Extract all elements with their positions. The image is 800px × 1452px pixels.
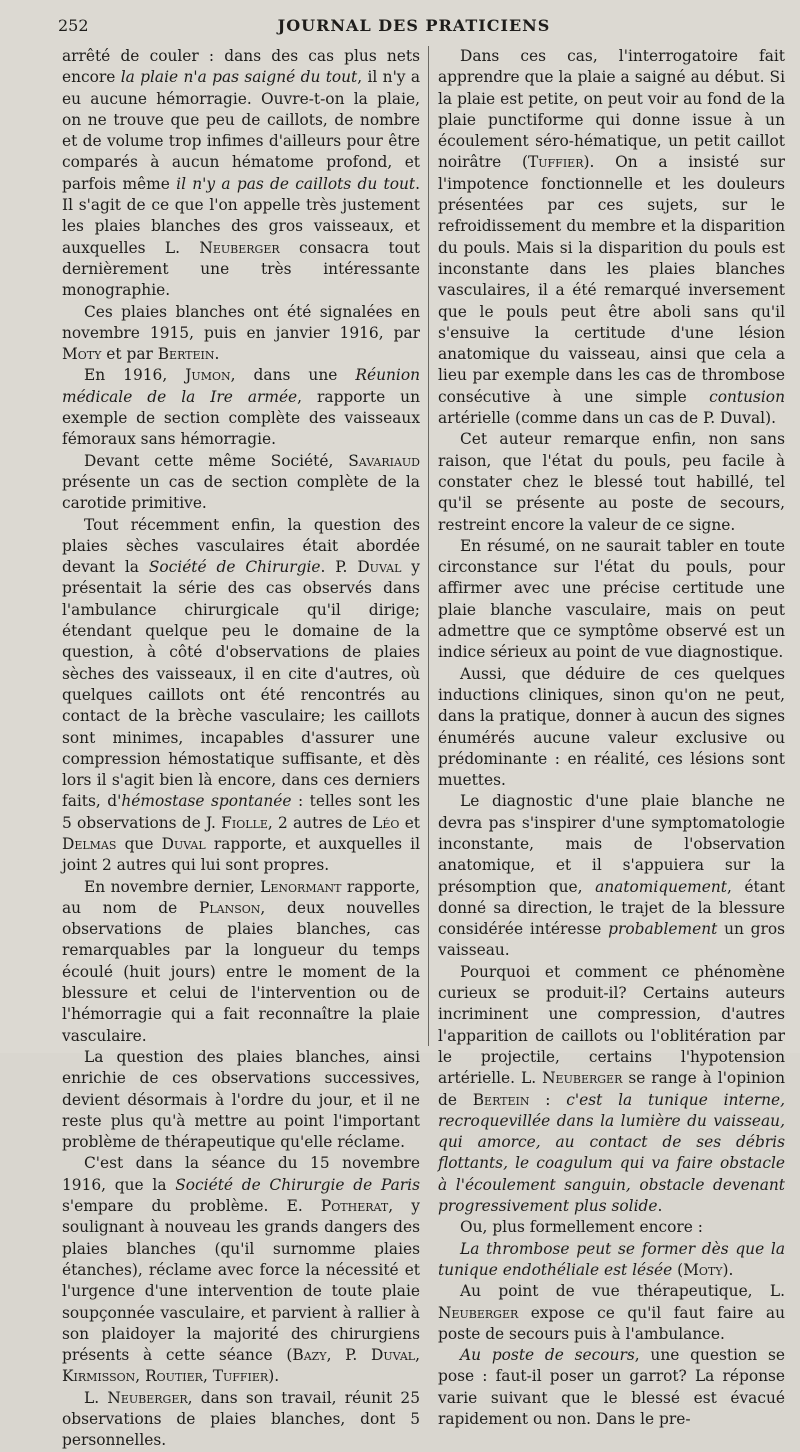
author-name: Neuberger <box>199 238 280 257</box>
text-run: Au point de vue thérapeutique, L. <box>460 1282 785 1301</box>
text-run: Dans ces cas, l'interrogatoire fait apprendre que la plaie a saigné au début. Si la plaie est petite, on peut voir au fond de la plaie punctiforme qui donne issue à un écoulement séro-hématique, un petit caillot noirâtre ( <box>438 47 785 172</box>
text-run: présente un cas de section complète de la carotide primitive. <box>62 472 420 513</box>
author-name: Léo <box>372 813 400 832</box>
author-name: Tuffier <box>212 1367 269 1386</box>
text-run: rapporte, et auxquelles il joint 2 autres qui lui sont propres. <box>62 834 420 875</box>
paragraph <box>62 46 420 302</box>
text-run: ( <box>672 1260 684 1279</box>
paragraph <box>62 451 420 515</box>
author-name: Bazy <box>292 1346 327 1365</box>
text-run: C'est dans la séance du 15 novembre 1916, que la <box>62 1154 420 1194</box>
paragraph <box>62 302 420 366</box>
text-run: , 2 autres de <box>267 813 373 832</box>
author-name: Neuberger <box>107 1388 188 1407</box>
text-run: artérielle (comme dans un cas de P. Duval). <box>438 409 776 428</box>
column-divider <box>428 46 429 1046</box>
author-name: Potherat <box>320 1197 389 1216</box>
page-header <box>58 8 770 34</box>
text-run: , une question se pose : faut-il poser un garrot? La réponse varie suivant que le blessé est évacué rapidement ou non. Dans le pre- <box>438 1346 785 1428</box>
italic-text: Réunion médicale de la Ire armée <box>62 366 420 406</box>
italic-text: La thrombose peut se former dès que la tunique endothéliale est lésée <box>438 1239 785 1279</box>
italic-text: probablement <box>608 920 718 939</box>
paragraph <box>438 429 785 535</box>
italic-text: Société de Chirurgie <box>148 558 321 577</box>
text-run: arrêté de couler : dans des cas plus nets encore <box>62 47 420 87</box>
text-run: Devant cette même Société, <box>84 451 349 470</box>
author-name: Jumon <box>185 366 231 385</box>
paragraph <box>438 1281 785 1345</box>
paragraph <box>62 515 420 877</box>
text-run: L. <box>84 1388 108 1407</box>
author-name: Fiolle <box>221 813 268 832</box>
author-name: Neuberger <box>542 1069 623 1088</box>
text-run: , il n'y a eu aucune hémorragie. Ouvre-t-on la plaie, on ne trouve que peu de caillots, de nombre et de volume trop infimes d'ailleurs pour être comparés à aucun hématome profond, et parfois même <box>62 68 421 193</box>
text-run: et <box>399 813 420 832</box>
paragraph <box>62 1047 420 1153</box>
author-name: Neuberger <box>438 1303 519 1322</box>
paragraph <box>62 1153 420 1387</box>
author-name: Bertein <box>472 1090 530 1109</box>
author-name: Bertein <box>157 345 215 364</box>
text-run: Cet auteur remarque enfin, non sans raison, que l'état du pouls, peu facile à constater chez le blessé tout habillé, tel qu'il se présente au poste de secours, restreint encore la valeur de ce signe. <box>438 430 785 534</box>
text-run: , y soulignant à nouveau les grands dangers des plaies blanches (qu'il surnomme plaies étanches), réclame avec force la nécessité et l'urgence d'une intervention de toute plaie soupçonnée vasculaire, et parvient à rallier à son plaidoyer la majorité des chirurgiens présents à cette séance ( <box>62 1197 420 1365</box>
text-run: . P. <box>320 558 358 577</box>
text-run: En 1916, <box>84 366 186 385</box>
author-name: Savariaud <box>348 451 420 470</box>
text-run: En résumé, on ne saurait tabler en toute circonstance sur l'état du pouls, pour affirmer avec une précise certitude une plaie blanche vasculaire, mais on peut admettre que ce symptôme observé est un indice sérieux au point de vue diagnostique. <box>438 536 785 662</box>
text-run: Ces plaies blanches ont été signalées en novembre 1915, puis en janvier 1916, par <box>62 302 420 342</box>
text-run: s'empare du problème. E. <box>62 1197 321 1216</box>
author-name: Kirmisson <box>62 1367 136 1386</box>
author-name: Duval <box>161 834 206 853</box>
paragraph <box>438 46 785 429</box>
text-run: , <box>202 1367 213 1386</box>
text-run: , rapporte un exemple de section complète des vaisseaux fémoraux sans hémorragie. <box>62 387 420 449</box>
paragraph <box>438 1345 785 1430</box>
journal-title: JOURNAL DES PRATICIENS <box>277 16 551 35</box>
text-run: et par <box>101 345 158 364</box>
text-run: Ou, plus formellement encore : <box>460 1218 703 1237</box>
text-run: se range à l'opinion de <box>438 1069 785 1109</box>
italic-text: contusion <box>709 387 785 406</box>
text-run: expose ce qu'il faut faire au poste de secours puis à l'ambulance. <box>438 1303 785 1343</box>
text-run: rapporte, au nom de <box>62 877 420 917</box>
text-run: ). <box>722 1260 734 1279</box>
text-run: ). <box>268 1367 280 1386</box>
text-run: , dans son travail, réunit 25 observations de plaies blanches, dont 5 personnelles. <box>62 1388 420 1450</box>
text-run: , <box>415 1346 420 1365</box>
text-run: : <box>529 1090 567 1109</box>
text-run: Pourquoi et comment ce phénomène curieux se produit-il? Certains auteurs incriminent une compression, d'autres l'apparition de caillots ou l'oblitération par le projectile, certains l'hypotension artérielle. L. <box>438 962 785 1088</box>
author-name: Duval <box>357 558 402 577</box>
paragraph <box>438 1239 785 1282</box>
text-run: . <box>214 345 220 364</box>
italic-text: il n'y a pas de caillots du tout <box>176 174 416 193</box>
paragraph <box>438 664 785 792</box>
author-name: Tuffier <box>528 153 584 172</box>
text-run: . <box>657 1197 663 1216</box>
paragraph <box>438 1217 785 1238</box>
italic-text: la plaie n'a pas saigné du tout <box>120 68 358 87</box>
text-run: Le diagnostic d'une plaie blanche ne devra pas s'inspirer d'une symptomatologie inconstante, mais de l'observation anatomique, et il s'appuiera sur la présomption que, <box>438 792 785 896</box>
text-run: . Il s'agit de ce que l'on appelle très justement les plaies blanches des gros vaisseaux, et auxquelles L. <box>62 174 420 257</box>
text-run: : telles sont les 5 observations de J. <box>62 792 420 832</box>
author-name: Duval <box>371 1346 416 1365</box>
paragraph <box>62 1388 420 1452</box>
author-name: Delmas <box>62 834 117 853</box>
italic-text: hémostase spontanée <box>121 792 292 811</box>
author-name: Planson <box>198 898 261 917</box>
text-run: La question des plaies blanches, ainsi enrichie de ces observations successives, devient désormais à l'ordre du jour, et il ne reste plus qu'à mettre au point l'important problème de thérapeutique qu'elle réclame. <box>62 1047 420 1152</box>
text-run: , dans une <box>230 366 356 385</box>
paragraph <box>62 365 420 450</box>
italic-text: anatomiquement <box>595 877 727 896</box>
text-run: Aussi, que déduire de ces quelques inductions cliniques, sinon qu'on ne peut, dans la pratique, donner à aucun des signes énumérés aucune valeur exclusive ou prédominante : en réalité, ces lésions sont muettes. <box>438 664 785 790</box>
text-run: que <box>116 834 162 853</box>
text-run: , deux nouvelles observations de plaies blanches, cas remarquables par la longueur du temps écoulé (huit jours) entre le moment de la blessure et celui de l'intervention ou de l'hémorragie qui a fait reconnaître la plaie vasculaire. <box>62 898 421 1045</box>
author-name: Moty <box>683 1260 723 1279</box>
paragraph <box>438 962 785 1218</box>
text-run: un gros vaisseau. <box>438 920 786 960</box>
author-name: Moty <box>62 345 102 364</box>
author-name: Routier <box>145 1367 203 1386</box>
text-run: Tout récemment enfin, la question des plaies sèches vasculaires était abordée devant la <box>62 515 420 577</box>
left-column <box>62 46 421 1450</box>
text-run: , <box>135 1367 146 1386</box>
text-run: consacra tout dernièrement une très intéressante monographie. <box>62 238 421 300</box>
paragraph <box>438 791 785 961</box>
text-run: En novembre dernier, <box>84 877 261 896</box>
paragraph <box>438 536 785 664</box>
author-name: Lenormant <box>260 877 342 896</box>
page-number: 252 <box>58 16 89 35</box>
italic-text: Au poste de secours <box>460 1346 635 1365</box>
text-run: y présentait la série des cas observés dans l'ambulance chirurgicale qu'il dirige; étendant quelque peu le domaine de la question, à côté d'observations de plaies sèches des vaisseaux, il en cite d'autres, où quelques caillots ont été rencontrés au contact de la brèche vasculaire; les caillots sont minimes, incapables d'assurer une compression hémostatique suffisante, et dès lors il s'agit bien là encore, dans ces derniers faits, d' <box>62 558 421 811</box>
paragraph <box>62 877 420 1047</box>
italic-text: c'est la tunique interne, recroquevillée dans la lumière du vaisseau, qui amorce, au contact de ses débris flottants, le coagulum qui va faire obstacle à l'écoulement sanguin, obstacle devenant progressivement plus solide <box>438 1090 785 1216</box>
text-run: , étant donné sa direction, le trajet de la blessure considérée intéresse <box>438 877 785 939</box>
text-run: , P. <box>326 1346 372 1365</box>
italic-text: Société de Chirurgie de Paris <box>175 1175 420 1194</box>
right-column <box>438 46 786 1428</box>
text-run: ). On a insisté sur l'impotence fonctionnelle et les douleurs présentées par ces sujets, sur le refroidissement du membre et la disparition du pouls. Mais si la disparition du pouls est inconstante dans les plaies blanches vasculaires, il a été remarqué inversement que le pouls peut être aboli sans qu'il s'ensuive la certitude d'une lésion anatomique du vaisseau, ainsi que cela a lieu par exemple dans les cas de thrombose consécutive à une simple <box>438 153 785 406</box>
